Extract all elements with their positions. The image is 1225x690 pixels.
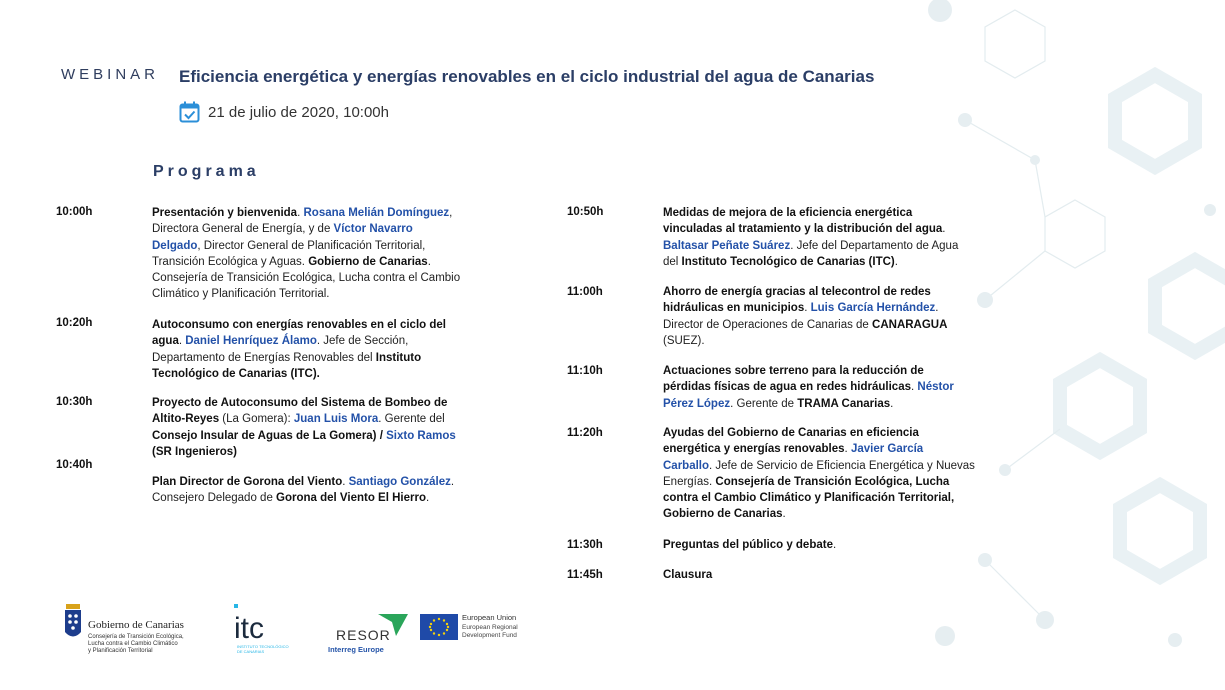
svg-text:European Regional: European Regional xyxy=(462,624,518,631)
svg-text:itc: itc xyxy=(234,612,264,645)
agenda-item-medidas: Medidas de mejora de la eficiencia energética vinculadas al tratamiento y la distribución del agua. Baltasar Peñate Suárez. Jefe del Departamento de Agua del Instituto Tecnológico de Canarias (ITC). xyxy=(663,207,959,268)
itc-logo xyxy=(234,604,289,654)
programa-heading: Programa xyxy=(153,163,260,180)
agenda-item-preguntas: Preguntas del público y debate. xyxy=(663,539,837,551)
calendar-check-icon xyxy=(179,101,200,123)
sponsor-logos xyxy=(60,600,540,660)
svg-text:y Planificación Territorial: y Planificación Territorial xyxy=(88,648,153,654)
agenda-item-autoconsumo: Autoconsumo con energías renovables en el ciclo del agua. Daniel Henríquez Álamo. Jefe de Sección, Departamento de Energías Renovables del Instituto Tecnológico de Canarias (ITC). xyxy=(152,319,446,380)
time-1130: 11:30h xyxy=(567,539,603,551)
agenda-item-telecontrol: Ahorro de energía gracias al telecontrol de redes hidráulicas en municipios. Luis García Hernández. Director de Operaciones de Canarias de CANARAGUA (SUEZ). xyxy=(663,286,948,347)
resor-interreg-logo xyxy=(328,614,408,654)
date-row xyxy=(179,101,389,123)
time-1145: 11:45h xyxy=(567,569,603,581)
time-1100: 11:00h xyxy=(567,286,603,298)
svg-text:European Union: European Union xyxy=(462,613,517,622)
agenda-item-gorona: Plan Director de Gorona del Viento. Santiago González. Consejero Delegado de Gorona del Viento El Hierro. xyxy=(152,476,455,505)
agenda-item-presentacion: Presentación y bienvenida. Rosana Melián Domínguez, Directora General de Energía, y de Víctor Navarro Delgado, Director General de Planificación Territorial, Transición Ecológica y Aguas. Gobierno de Canarias. Consejería de Transición Ecológica, Lucha contra el Cambio Climático y Planificación Territorial. xyxy=(152,207,461,301)
eu-flag-logo xyxy=(420,613,518,640)
svg-text:INSTITUTO TECNOLÓGICO: INSTITUTO TECNOLÓGICO xyxy=(237,644,289,649)
webinar-date: 21 de julio de 2020, 10:00h xyxy=(208,103,389,121)
webinar-label: WEBINAR xyxy=(61,66,160,83)
agenda-item-bombeo: Proyecto de Autoconsumo del Sistema de Bombeo de Altito-Reyes (La Gomera): Juan Luis Mora. Gerente del Consejo Insular de Aguas de La Gomera) / Sixto Ramos (SR Ingenieros) xyxy=(152,397,456,458)
svg-text:RESOR: RESOR xyxy=(336,627,391,643)
agenda-item-clausura: Clausura xyxy=(663,569,713,581)
time-1020: 10:20h xyxy=(56,317,93,329)
time-1120: 11:20h xyxy=(567,427,603,439)
webinar-title: Eficiencia energética y energías renovables en el ciclo industrial del agua de Canarias xyxy=(179,67,875,86)
agenda-item-ayudas: Ayudas del Gobierno de Canarias en eficiencia energética y energías renovables. Javier García Carballo. Jefe de Servicio de Eficiencia Energética y Nuevas Energías. Consejería de Transición Ecológica, Lucha contra el Cambio Climático y Planificación Territorial, Gobierno de Canarias. xyxy=(663,427,975,521)
gobierno-canarias-logo xyxy=(65,604,184,654)
svg-text:Lucha contra el Cambio Climáti: Lucha contra el Cambio Climático xyxy=(88,641,178,647)
time-1040: 10:40h xyxy=(56,459,93,471)
time-1110: 11:10h xyxy=(567,365,603,377)
time-1000: 10:00h xyxy=(56,206,93,218)
svg-text:Consejería de Transición Ecoló: Consejería de Transición Ecológica, xyxy=(88,634,184,640)
time-1050: 10:50h xyxy=(567,206,604,218)
svg-text:Development Fund: Development Fund xyxy=(462,632,517,639)
svg-text:Gobierno de Canarias: Gobierno de Canarias xyxy=(88,619,184,631)
svg-text:DE CANARIAS: DE CANARIAS xyxy=(237,649,265,654)
agenda-item-perdidas: Actuaciones sobre terreno para la reducción de pérdidas físicas de agua en redes hidráulicas. Néstor Pérez López. Gerente de TRAMA Canarias. xyxy=(663,365,954,410)
time-1030: 10:30h xyxy=(56,396,93,408)
svg-text:Interreg Europe: Interreg Europe xyxy=(328,645,384,654)
